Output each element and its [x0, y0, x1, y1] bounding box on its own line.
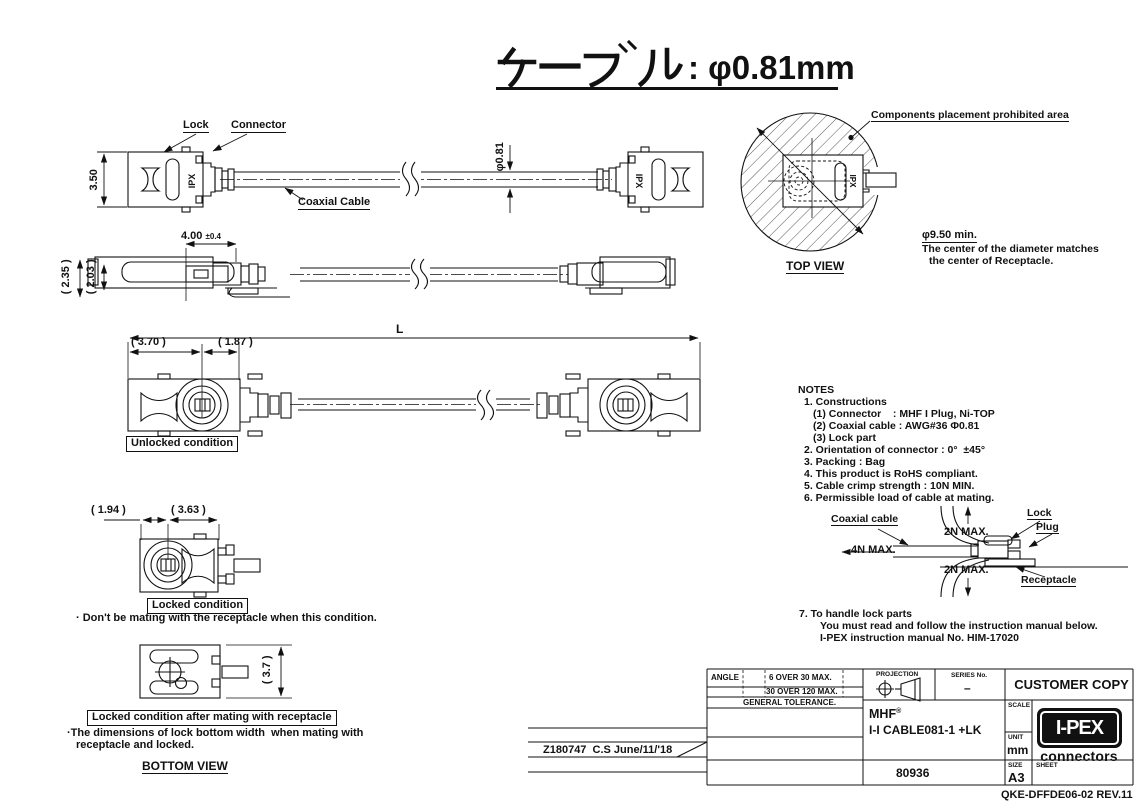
size-value: A3 — [1008, 770, 1025, 785]
dia-9-50-label: φ9.50 min. — [922, 229, 977, 241]
note7-line2: You must read and follow the instruction manual below. — [820, 620, 1098, 632]
sheet-label: SHEET — [1036, 762, 1058, 769]
assembly-top-view — [97, 134, 703, 213]
plug-load-label: Plug — [1036, 521, 1059, 533]
axial-load-label: 4N MAX. — [851, 544, 896, 556]
projection-label: PROJECTION — [876, 671, 919, 678]
prohibited-area-label: Components placement prohibited area — [871, 109, 1069, 121]
part-name: I-I CABLE081-1 +LK — [869, 723, 982, 737]
title-underline — [496, 87, 838, 90]
tolerance-row1: 6 OVER 30 MAX. — [769, 673, 832, 682]
note-line: 6. Permissible load of cable at mating. — [804, 492, 995, 504]
unit-value: mm — [1007, 743, 1029, 757]
dim-2-03: ( 2.03 ) — [85, 259, 98, 295]
ipex-logo-subtext: connectors — [1040, 748, 1118, 764]
locked-condition-caption: Locked condition — [147, 598, 248, 614]
ipex-logo — [1037, 708, 1122, 748]
note-line: 1. Constructions — [804, 396, 887, 408]
bottom-view-label: BOTTOM VIEW — [142, 759, 228, 773]
locked-condition-note: · Don't be mating with the receptacle when this condition. — [76, 612, 377, 624]
notes-heading: NOTES — [798, 384, 835, 396]
bottom-note-line2: receptacle and locked. — [76, 739, 194, 751]
dim-3-63: ( 3.63 ) — [171, 504, 206, 516]
note7-line1: 7. To handle lock parts — [799, 608, 912, 620]
lock-load-label: Lock — [1027, 507, 1052, 519]
top-view-label: TOP VIEW — [786, 259, 845, 273]
note-line: (2) Coaxial cable : AWG#36 Φ0.81 — [813, 420, 980, 432]
dim-4-00-tol: ±0.4 — [205, 232, 221, 241]
unit-label: UNIT — [1008, 734, 1024, 741]
receptacle-load-label: Receptacle — [1021, 574, 1077, 586]
dim-4-00-value: 4.00 — [181, 230, 203, 242]
dim-3-50: 3.50 — [88, 169, 101, 191]
part-number: 80936 — [896, 766, 930, 780]
bottom-note-line1: ·The dimensions of lock bottom width when mating with — [67, 727, 364, 739]
page-title-suffix: : φ0.81mm — [688, 49, 855, 86]
note-line: 2. Orientation of connector : 0° ±45° — [804, 444, 986, 456]
page-title-kana — [500, 42, 680, 85]
ipx-marking-right: IPX — [634, 173, 644, 189]
down-load-label: 2N MAX. — [944, 564, 989, 576]
product-name-text: MHF — [869, 707, 897, 722]
customer-copy-label: CUSTOMER COPY — [1014, 677, 1129, 692]
coaxial-cable-label: Coaxial Cable — [298, 196, 371, 208]
scale-label: SCALE — [1008, 702, 1031, 709]
dim-length-l: L — [396, 322, 404, 336]
assembly-unlocked-view — [128, 338, 700, 436]
dim-cable-dia: φ0.81 — [494, 142, 507, 172]
note-line: 4. This product is RoHS compliant. — [804, 468, 978, 480]
angle-label: ANGLE — [711, 673, 739, 682]
unlocked-condition-caption: Unlocked condition — [126, 436, 238, 452]
dia-note-line2: the center of Receptacle. — [929, 255, 1054, 267]
ipx-marking-left: IPX — [187, 173, 197, 189]
assembly-side-view — [80, 244, 675, 301]
note-line: (1) Connector : MHF I Plug, Ni-TOP — [813, 408, 995, 420]
dim-2-35: ( 2.35 ) — [60, 259, 73, 295]
coaxial-cable-load-label: Coaxial cable — [831, 513, 899, 525]
connector-label: Connector — [231, 119, 286, 131]
registered-mark: ® — [896, 708, 902, 715]
ipx-marking-topview: IPX — [848, 174, 857, 188]
tolerance-row2: 30 OVER 120 MAX. — [766, 687, 838, 696]
series-value: – — [964, 681, 971, 695]
dim-1-94: ( 1.94 ) — [91, 504, 126, 516]
size-label: SIZE — [1008, 762, 1023, 769]
dim-1-87: ( 1.87 ) — [218, 336, 253, 348]
assembly-locked-view — [104, 520, 260, 597]
ipex-logo-text: I-PEX — [1040, 711, 1119, 745]
general-tolerance-label: GENERAL TOLERANCE. — [743, 698, 837, 707]
note-line: 3. Packing : Bag — [804, 456, 886, 468]
revision-entry: Z180747 C.S June/11/'18 — [543, 744, 673, 756]
top-view-prohibited-area — [741, 113, 908, 251]
product-name — [869, 708, 901, 721]
note-line: (3) Lock part — [813, 432, 877, 444]
document-number: QKE-DFFDE06-02 REV.11 — [1001, 789, 1133, 801]
series-no-label: SERIES No. — [951, 672, 988, 679]
drawing3-dimensions — [128, 338, 700, 418]
up-load-label: 2N MAX. — [944, 526, 989, 538]
lock-label: Lock — [183, 119, 209, 131]
dim-4-00 — [181, 231, 221, 243]
projection-symbol — [876, 678, 920, 701]
drawing4-dimensions — [104, 520, 219, 560]
dim-3-70: ( 3.70 ) — [131, 336, 166, 348]
note-line: 5. Cable crimp strength : 10N MIN. — [804, 480, 975, 492]
note7-line3: I-PEX instruction manual No. HIM-17020 — [820, 632, 1019, 644]
dim-3-7: ( 3.7 ) — [261, 655, 274, 685]
dia-note-line1: The center of the diameter matches — [922, 243, 1099, 255]
drawing5-dimensions — [226, 645, 292, 698]
locked-after-mating-caption: Locked condition after mating with receptacle — [87, 710, 337, 726]
